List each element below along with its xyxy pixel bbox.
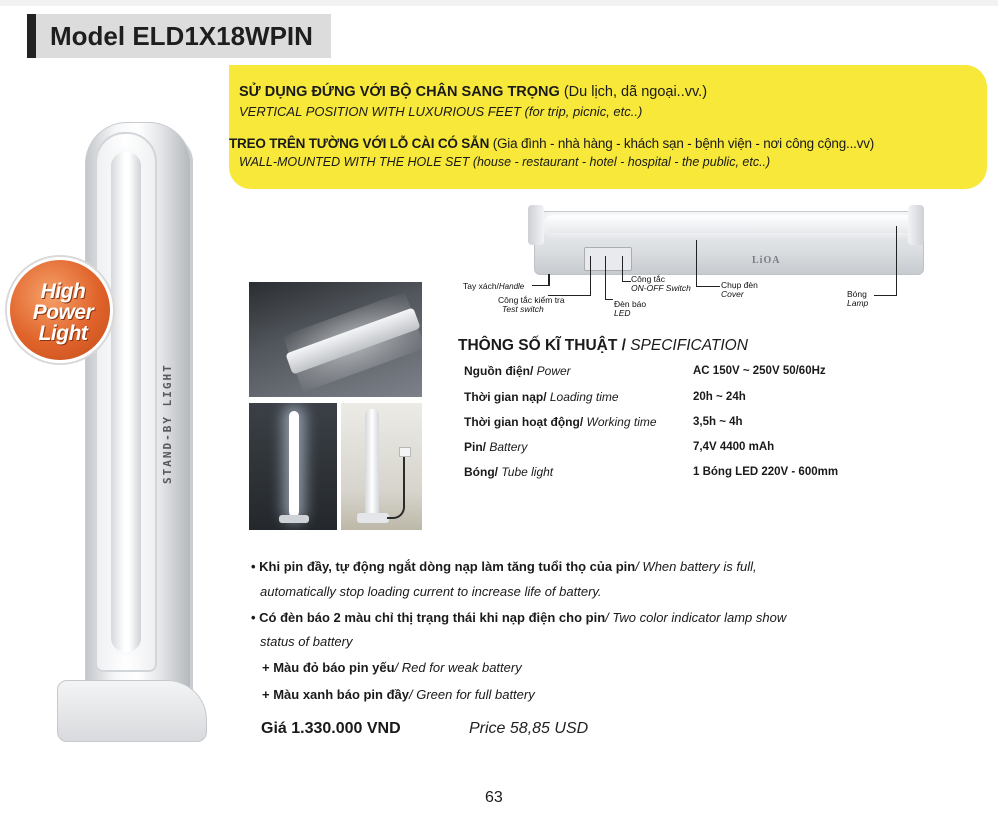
- photo-standing-plugged: [341, 403, 422, 530]
- spec-label: Nguồn điện/ Power: [464, 364, 571, 378]
- lamp-base: [57, 680, 207, 742]
- price-vnd: Giá 1.330.000 VND: [261, 720, 401, 737]
- high-power-badge: [7, 257, 113, 363]
- model-header: [27, 14, 331, 58]
- lamp-label: STAND-BY LIGHT: [161, 363, 174, 484]
- spec-value: AC 150V ~ 250V 50/60Hz: [693, 365, 826, 377]
- feature-box: [229, 65, 987, 189]
- label-cover: Chụp đèn Cover: [721, 280, 758, 299]
- page-number: 63: [485, 789, 503, 806]
- label-led: Đèn báo LED: [614, 299, 647, 318]
- spec-label: Thời gian nạp/ Loading time: [464, 390, 619, 404]
- standby-lamp-image: [55, 112, 205, 742]
- bullet-green: + Màu xanh báo pin đầy/ Green for full battery: [262, 687, 535, 702]
- feature-1-vi: SỬ DỤNG ĐỨNG VỚI BỘ CHÂN SANG TRỌNG (Du lịch, dã ngoại..vv.): [239, 84, 708, 100]
- spec-label: Bóng/ Tube light: [464, 465, 554, 479]
- bullet-auto-cutoff: • Khi pin đầy, tự động ngắt dòng nạp làm tăng tuổi thọ của pin/ When battery is full,: [251, 559, 757, 574]
- photo-wall-mounted: [249, 282, 422, 397]
- fixture-diagram: [528, 203, 924, 279]
- feature-1-en: VERTICAL POSITION WITH LUXURIOUS FEET (for trip, picnic, etc..): [239, 104, 643, 119]
- badge-line-2: Power: [32, 301, 94, 324]
- spec-heading: THÔNG SỐ KĨ THUẬT / SPECIFICATION: [458, 337, 748, 354]
- photo-standing-dark: [249, 403, 337, 530]
- fixture-tube: [544, 215, 914, 233]
- label-handle: Tay xách/Handle: [463, 281, 525, 291]
- badge-line-1: High: [40, 280, 86, 303]
- price-usd: Price 58,85 USD: [469, 720, 589, 737]
- spec-value: 7,4V 4400 mAh: [693, 441, 775, 453]
- feature-2-vi: TREO TRÊN TƯỜNG VỚI LỖ CÀI CÓ SẴN (Gia đình - nhà hàng - khách sạn - bệnh viện - nơi công cộng...vv): [229, 136, 875, 151]
- feature-2-en: WALL-MOUNTED WITH THE HOLE SET (house - restaurant - hotel - hospital - the public, etc..): [239, 155, 771, 169]
- lamp-tube: [111, 152, 141, 652]
- label-lamp: Bóng Lamp: [847, 289, 869, 308]
- spec-value: 1 Bóng LED 220V - 600mm: [693, 466, 839, 478]
- spec-value: 3,5h ~ 4h: [693, 416, 743, 428]
- spec-label: Pin/ Battery: [464, 440, 528, 454]
- bullet-red: + Màu đỏ báo pin yếu/ Red for weak battery: [262, 660, 522, 675]
- label-on-off-switch: Công tắc ON-OFF Switch: [631, 274, 691, 293]
- model-title: Model ELD1X18WPIN: [50, 21, 313, 51]
- top-rule: [0, 0, 998, 6]
- fixture-logo: LiOA: [752, 255, 781, 266]
- badge-line-3: Light: [38, 322, 88, 345]
- bullet-indicator: • Có đèn báo 2 màu chỉ thị trạng thái khi nạp điện cho pin/ Two color indicator lamp show: [251, 610, 787, 625]
- label-test-switch: Công tắc kiểm tra Test switch: [498, 295, 565, 314]
- spec-value: 20h ~ 24h: [693, 391, 746, 403]
- bullet-auto-cutoff-cont: automatically stop loading current to increase life of battery.: [260, 584, 602, 599]
- spec-label: Thời gian hoạt động/ Working time: [464, 415, 657, 429]
- bullet-indicator-cont: status of battery: [260, 634, 353, 649]
- fixture-switch-panel: [584, 247, 632, 271]
